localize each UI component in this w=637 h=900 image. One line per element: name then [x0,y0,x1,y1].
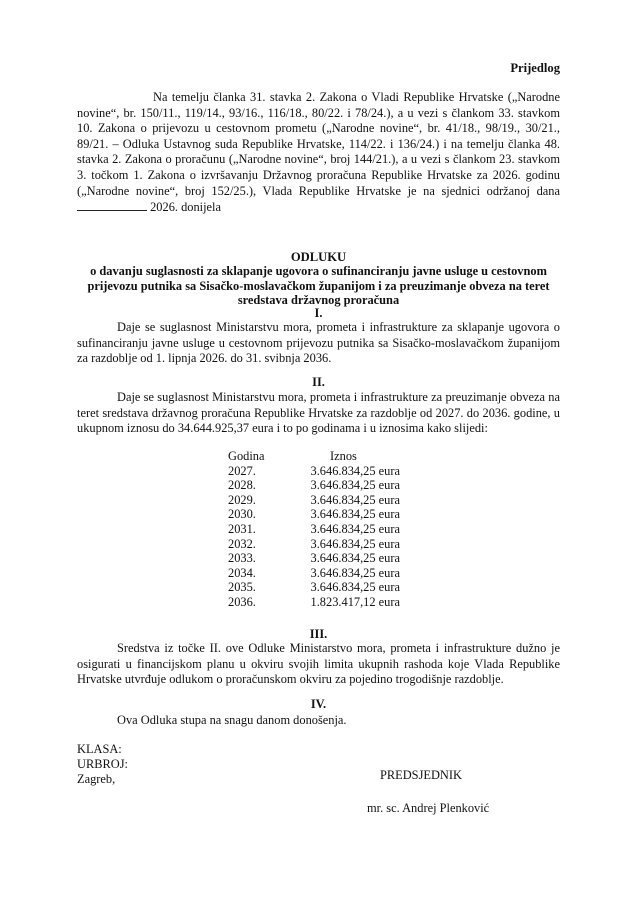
table-row [228,478,400,493]
year-cell: 2035. [228,580,256,595]
table-row [228,580,400,595]
table-body [228,464,400,610]
preamble-paragraph [77,90,560,216]
amounts-table [228,449,400,610]
column-header-amount: Iznos [330,449,357,463]
year-cell: 2028. [228,478,256,493]
preamble-text: Na temelju članka 31. stavka 2. Zakona o Vladi Republike Hrvatske („Narodne novine“, br. 150/11., 119/14., 93/16., 116/18., 80/22. i 78/24.), a u vezi s člankom 33. stavkom 10. Zakona o prijevozu u cestovnom prometu („Narodne novine“, br. 41/18., 98/19., 30/21., 89/21. – Odluka Ustavnog suda Republike Hrvatske, 114/22. i 136/24.) i na temelju članka 48. stavka 2. Zakona o proračunu („Narodne novine“, broj 144/21.), a u vezi s člankom 23. stavkom 3. točkom 1. Zakona o izvršavanju Državnog proračuna Republike Hrvatske za 2026. godinu („Narodne novine“, broj 152/25.), Vlada Republike Hrvatske je na sjednici održanoj dana [77,90,560,198]
year-cell: 2027. [228,463,256,478]
year-cell: 2031. [228,521,256,536]
table-row [228,566,400,581]
table-row [228,507,400,522]
section-heading-3: III. [309,627,328,641]
section-paragraph-2: Daje se suglasnost Ministarstvu mora, prometa i infrastrukture za preuzimanje obveza na teret sredstava državnog proračuna Republike Hrvatske za razdoblje od 2027. do 2036. godine, u ukupnom iznosu do 34.644.925,37 eura i to po godinama i u iznosima kako slijedi: [77,390,560,436]
table-row [228,537,400,552]
signatory-name: mr. sc. Andrej Plenković [367,801,490,815]
urbroj-label: URBROJ: [77,757,128,771]
table-row [228,595,400,610]
year-cell: 2029. [228,492,256,507]
column-header-year: Godina [228,449,265,463]
signatory-role: PREDSJEDNIK [380,768,462,782]
document-title: ODLUKU [290,250,347,264]
amount-cell: 1.823.417,12 eura [310,594,400,609]
amount-cell: 3.646.834,25 eura [310,580,400,595]
table-header-row [228,449,400,464]
section-paragraph-3: Sredstva iz točke II. ove Odluke Ministarstvo mora, prometa i infrastrukture dužno je osigurati u financijskom planu u okviru svojih limita ukupnih rashoda koje Vlada Republike Hrvatske utvrđuje odlukom o proračunskom okviru za pojedino trogodišnje razdoblje. [77,641,560,687]
section-paragraph-1: Daje se suglasnost Ministarstvu mora, prometa i infrastrukture za sklapanje ugovora o sufinanciranju javne usluge u cestovnom prijevozu putnika sa Sisačko-moslavačkom županijom za razdoblje od 1. lipnja 2026. do 31. svibnja 2036. [77,320,560,366]
amount-cell: 3.646.834,25 eura [310,536,400,551]
amount-cell: 3.646.834,25 eura [310,565,400,580]
amount-cell: 3.646.834,25 eura [310,521,400,536]
klasa-label: KLASA: [77,742,122,756]
amount-cell: 3.646.834,25 eura [310,507,400,522]
year-cell: 2036. [228,594,256,609]
year-cell: 2034. [228,565,256,580]
year-cell: 2032. [228,536,256,551]
table-row [228,464,400,479]
preamble-text-end: 2026. donijela [150,200,221,215]
document-subtitle: o davanju suglasnosti za sklapanje ugovora o sufinanciranju javne usluge u cestovnom prijevozu putnika sa Sisačko-moslavačkom županijom i za preuzimanje obveza na teret sredstava državnog proračuna [87,264,550,307]
place-label: Zagreb, [77,772,116,786]
year-cell: 2030. [228,507,256,522]
date-blank-line [77,199,147,211]
table-row [228,522,400,537]
section-heading-1: I. [314,306,323,320]
section-paragraph-4: Ova Odluka stupa na snagu danom donošenja. [117,713,347,727]
document-status-label: Prijedlog [510,61,560,75]
amount-cell: 3.646.834,25 eura [310,478,400,493]
section-heading-4: IV. [310,697,327,711]
amount-cell: 3.646.834,25 eura [310,551,400,566]
year-cell: 2033. [228,551,256,566]
section-heading-2: II. [312,375,325,389]
table-row [228,493,400,508]
amount-cell: 3.646.834,25 eura [310,492,400,507]
table-row [228,551,400,566]
amount-cell: 3.646.834,25 eura [310,463,400,478]
footer-meta [77,742,128,787]
